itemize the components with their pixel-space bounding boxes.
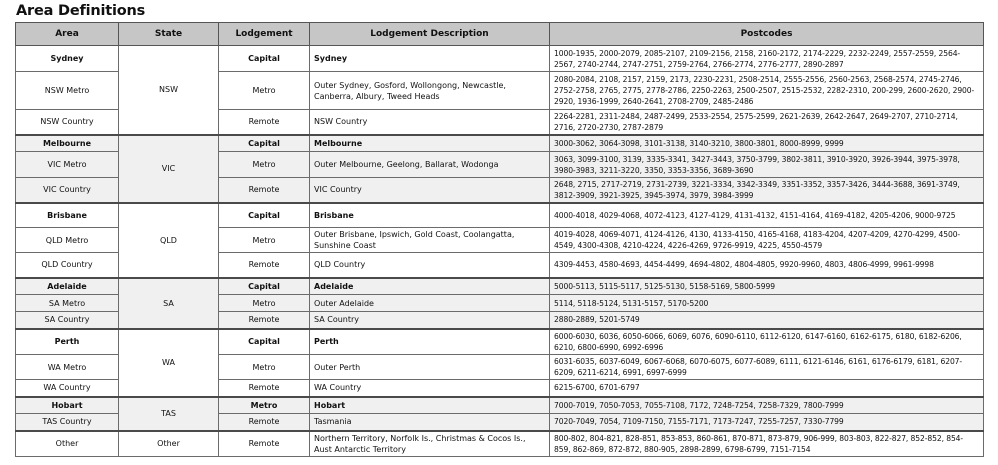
postcodes-cell: 2264-2281, 2311-2484, 2487-2499, 2533-2554, 2575-2599, 2621-2639, 2642-2647, 2649-2707, 2710-2714, 2716, 2720-2730, 2787-2879 [550,110,984,135]
lodgement-cell: Remote [219,178,310,203]
area-cell: VIC Metro [16,152,119,178]
area-cell: WA Country [16,380,119,397]
state-cell: SA [119,278,219,329]
area-cell: SA Country [16,312,119,329]
postcodes-cell: 2880-2889, 5201-5749 [550,312,984,329]
postcodes-cell: 4309-4453, 4580-4693, 4454-4499, 4694-4802, 4804-4805, 9920-9960, 4803, 4806-4999, 9961-9998 [550,253,984,278]
description-cell: Outer Melbourne, Geelong, Ballarat, Wodonga [310,152,550,178]
column-header-lodgement-description: Lodgement Description [310,23,550,46]
area-cell: Sydney [16,46,119,72]
postcodes-cell: 7000-7019, 7050-7053, 7055-7108, 7172, 7248-7254, 7258-7329, 7800-7999 [550,397,984,414]
postcodes-cell: 5000-5113, 5115-5117, 5125-5130, 5158-5169, 5800-5999 [550,278,984,295]
description-cell: Brisbane [310,203,550,228]
postcodes-cell: 4019-4028, 4069-4071, 4124-4126, 4130, 4133-4150, 4165-4168, 4183-4204, 4207-4209, 4270-4299, 4500-4549, 4300-4308, 4210-4224, 4226-4269, 9726-9919, 4225, 4550-4579 [550,228,984,253]
page-title: Area Definitions [16,3,146,19]
state-cell: NSW [119,46,219,135]
postcodes-cell: 3000-3062, 3064-3098, 3101-3138, 3140-3210, 3800-3801, 8000-8999, 9999 [550,135,984,152]
table-row [16,329,984,355]
area-cell: Melbourne [16,135,119,152]
postcodes-cell: 6215-6700, 6701-6797 [550,380,984,397]
area-cell: NSW Metro [16,72,119,110]
lodgement-cell: Metro [219,152,310,178]
description-cell: Hobart [310,397,550,414]
area-cell: WA Metro [16,355,119,380]
area-cell: QLD Country [16,253,119,278]
description-cell: Sydney [310,46,550,72]
description-cell: Tasmania [310,414,550,431]
lodgement-cell: Remote [219,380,310,397]
state-cell: QLD [119,203,219,278]
lodgement-cell: Capital [219,278,310,295]
area-definitions-table [15,22,984,457]
lodgement-cell: Metro [219,355,310,380]
lodgement-cell: Metro [219,397,310,414]
description-cell: QLD Country [310,253,550,278]
postcodes-cell: 5114, 5118-5124, 5131-5157, 5170-5200 [550,295,984,312]
state-cell: WA [119,329,219,397]
lodgement-cell: Remote [219,110,310,135]
area-cell: Other [16,431,119,457]
lodgement-cell: Remote [219,414,310,431]
table-row [16,397,984,414]
lodgement-cell: Capital [219,203,310,228]
lodgement-cell: Remote [219,431,310,457]
state-cell: VIC [119,135,219,203]
lodgement-cell: Capital [219,46,310,72]
postcodes-cell: 3063, 3099-3100, 3139, 3335-3341, 3427-3443, 3750-3799, 3802-3811, 3910-3920, 3926-3944, 3975-3978, 3980-3983, 3211-3220, 3350, 3353-3356, 3689-3690 [550,152,984,178]
table-row [16,203,984,228]
postcodes-cell: 6000-6030, 6036, 6050-6066, 6069, 6076, 6090-6110, 6112-6120, 6147-6160, 6162-6175, 6180, 6182-6206, 6210, 6800-6990, 6992-6996 [550,329,984,355]
description-cell: WA Country [310,380,550,397]
table-header-row [16,23,984,46]
state-cell: Other [119,431,219,457]
description-cell: Outer Perth [310,355,550,380]
area-cell: Adelaide [16,278,119,295]
description-cell: NSW Country [310,110,550,135]
description-cell: VIC Country [310,178,550,203]
area-cell: TAS Country [16,414,119,431]
area-cell: Perth [16,329,119,355]
lodgement-cell: Remote [219,253,310,278]
lodgement-cell: Capital [219,329,310,355]
description-cell: Adelaide [310,278,550,295]
description-cell: Northern Territory, Norfolk Is., Christmas & Cocos Is., Aust Antarctic Territory [310,431,550,457]
column-header-state: State [119,23,219,46]
postcodes-cell: 7020-7049, 7054, 7109-7150, 7155-7171, 7173-7247, 7255-7257, 7330-7799 [550,414,984,431]
column-header-lodgement: Lodgement [219,23,310,46]
postcodes-cell: 4000-4018, 4029-4068, 4072-4123, 4127-4129, 4131-4132, 4151-4164, 4169-4182, 4205-4206, 9000-9725 [550,203,984,228]
lodgement-cell: Metro [219,228,310,253]
table-row [16,46,984,72]
lodgement-cell: Metro [219,295,310,312]
lodgement-cell: Remote [219,312,310,329]
area-cell: SA Metro [16,295,119,312]
area-cell: NSW Country [16,110,119,135]
lodgement-cell: Metro [219,72,310,110]
column-header-postcodes: Postcodes [550,23,984,46]
area-cell: VIC Country [16,178,119,203]
area-cell: QLD Metro [16,228,119,253]
postcodes-cell: 6031-6035, 6037-6049, 6067-6068, 6070-6075, 6077-6089, 6111, 6121-6146, 6161, 6176-6179, 6181, 6207-6209, 6211-6214, 6991, 6997-6999 [550,355,984,380]
table-row [16,135,984,152]
table-row [16,278,984,295]
description-cell: SA Country [310,312,550,329]
description-cell: Outer Adelaide [310,295,550,312]
column-header-area: Area [16,23,119,46]
postcodes-cell: 2080-2084, 2108, 2157, 2159, 2173, 2230-2231, 2508-2514, 2555-2556, 2560-2563, 2568-2574, 2745-2746, 2752-2758, 2765, 2775, 2778-2786, 2250-2263, 2500-2507, 2515-2532, 2282-2310, 200-299, 2600-2620, 2900-2920, 1936-1999, 2640-2641, 2708-2709, 2485-2486 [550,72,984,110]
lodgement-cell: Capital [219,135,310,152]
area-cell: Hobart [16,397,119,414]
area-cell: Brisbane [16,203,119,228]
description-cell: Outer Sydney, Gosford, Wollongong, Newcastle, Canberra, Albury, Tweed Heads [310,72,550,110]
postcodes-cell: 800-802, 804-821, 828-851, 853-853, 860-861, 870-871, 873-879, 906-999, 803-803, 822-827, 852-852, 854-859, 862-869, 872-872, 880-905, 2898-2899, 6798-6799, 7151-7154 [550,431,984,457]
description-cell: Outer Brisbane, Ipswich, Gold Coast, Coolangatta, Sunshine Coast [310,228,550,253]
postcodes-cell: 2648, 2715, 2717-2719, 2731-2739, 3221-3334, 3342-3349, 3351-3352, 3357-3426, 3444-3688, 3691-3749, 3812-3909, 3921-3925, 3945-3974, 3979, 3984-3999 [550,178,984,203]
description-cell: Melbourne [310,135,550,152]
description-cell: Perth [310,329,550,355]
state-cell: TAS [119,397,219,431]
postcodes-cell: 1000-1935, 2000-2079, 2085-2107, 2109-2156, 2158, 2160-2172, 2174-2229, 2232-2249, 2557-2559, 2564-2567, 2740-2744, 2747-2751, 2759-2764, 2766-2774, 2776-2777, 2890-2897 [550,46,984,72]
table-row [16,431,984,457]
